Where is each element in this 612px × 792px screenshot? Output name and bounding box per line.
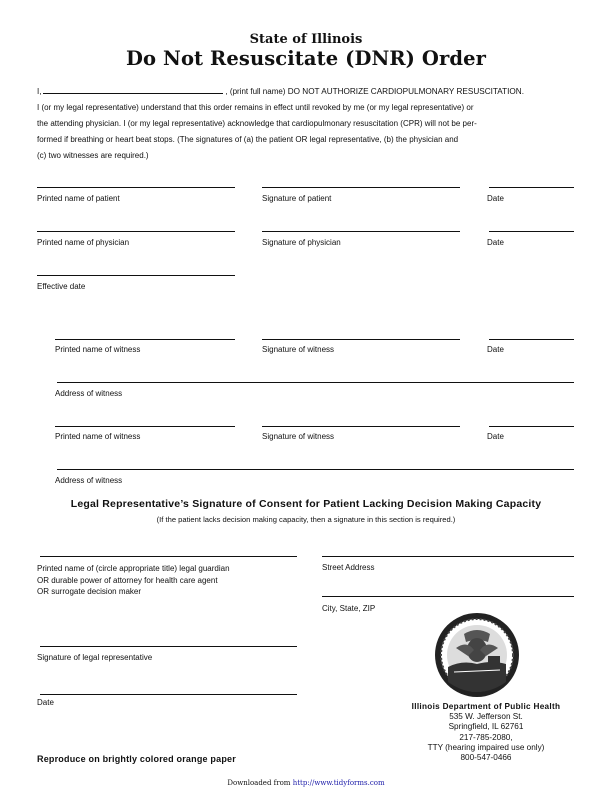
witness1-name-field[interactable]	[55, 339, 235, 340]
city-state-zip-field[interactable]	[322, 596, 574, 597]
physician-signature-label: Signature of physician	[262, 238, 341, 247]
department-address	[386, 702, 586, 763]
legal-rep-section-title: Legal Representative’s Signature of Consent for Patient Lacking Decision Making Capacity	[70, 498, 542, 510]
patient-full-name-field[interactable]	[43, 85, 223, 94]
patient-date-field[interactable]	[489, 187, 574, 188]
reproduce-note: Reproduce on brightly colored orange paper	[37, 754, 236, 764]
patient-name-label: Printed name of patient	[37, 194, 120, 203]
statement-prefix: I,	[37, 87, 42, 96]
legal-rep-signature-label: Signature of legal representative	[37, 653, 153, 662]
statement-line-4: formed if breathing or heart beat stops. (The signatures of (a) the patient OR legal representative, (b) the physician and	[37, 135, 459, 144]
witness2-address-field[interactable]	[57, 469, 574, 470]
department-street: 535 W. Jefferson St.	[449, 712, 523, 722]
witness1-address-label: Address of witness	[55, 389, 123, 398]
legal-rep-name-field[interactable]	[40, 556, 297, 557]
street-address-label: Street Address	[322, 563, 375, 572]
footer-link[interactable]: http://www.tidyforms.com	[292, 779, 385, 787]
witness2-address-label: Address of witness	[55, 476, 123, 485]
department-tty-phone: 800-547-0466	[460, 753, 512, 763]
witness2-date-label: Date	[487, 432, 504, 441]
page-title: Do Not Resuscitate (DNR) Order	[126, 47, 486, 70]
witness2-name-label: Printed name of witness	[55, 432, 141, 441]
statement-line-1	[37, 84, 577, 101]
illinois-state-seal-icon	[434, 612, 520, 698]
patient-signature-label: Signature of patient	[262, 194, 332, 203]
legal-rep-name-label-line-3: OR surrogate decision maker	[37, 587, 142, 596]
legal-rep-signature-field[interactable]	[40, 646, 297, 647]
witness1-date-field[interactable]	[489, 339, 574, 340]
witness2-signature-label: Signature of witness	[262, 432, 335, 441]
witness2-name-field[interactable]	[55, 426, 235, 427]
statement-print-name-note: , (print full name)	[225, 87, 286, 96]
effective-date-label: Effective date	[37, 282, 86, 291]
physician-date-label: Date	[487, 238, 504, 247]
legal-rep-name-label	[37, 563, 230, 598]
witness2-signature-field[interactable]	[262, 426, 460, 427]
department-city: Springfield, IL 62761	[448, 722, 524, 732]
physician-date-field[interactable]	[489, 231, 574, 232]
statement-line-3: the attending physician. I (or my legal representative) acknowledge that cardiopulmonary resuscitation (CPR) will not be per-	[37, 119, 477, 128]
city-state-zip-label: City, State, ZIP	[322, 604, 376, 613]
department-tty-label: TTY (hearing impaired use only)	[427, 742, 545, 752]
statement-line-5: (c) two witnesses are required.)	[37, 151, 149, 160]
legal-rep-name-label-line-1: Printed name of (circle appropriate title) legal guardian	[37, 564, 230, 573]
statement-line-2: I (or my legal representative) understand that this order remains in effect until revoked by me (or my legal representative) or	[37, 103, 474, 112]
legal-rep-name-label-line-2: OR durable power of attorney for health care agent	[37, 575, 218, 585]
patient-name-field[interactable]	[37, 187, 235, 188]
footer-prefix: Downloaded from	[227, 779, 291, 787]
department-name: Illinois Department of Public Health	[411, 702, 561, 711]
physician-name-field[interactable]	[37, 231, 235, 232]
legal-rep-section-subtitle: (If the patient lacks decision making capacity, then a signature in this section is required.)	[156, 515, 456, 524]
department-phone: 217-785-2080,	[459, 732, 513, 742]
witness1-signature-field[interactable]	[262, 339, 460, 340]
witness2-date-field[interactable]	[489, 426, 574, 427]
patient-date-label: Date	[487, 194, 504, 203]
legal-rep-date-field[interactable]	[40, 694, 297, 695]
physician-signature-field[interactable]	[262, 231, 460, 232]
witness1-signature-label: Signature of witness	[262, 345, 335, 354]
patient-signature-field[interactable]	[262, 187, 460, 188]
download-footer	[0, 779, 612, 787]
witness1-date-label: Date	[487, 345, 504, 354]
physician-name-label: Printed name of physician	[37, 238, 130, 247]
effective-date-field[interactable]	[37, 275, 235, 276]
street-address-field[interactable]	[322, 556, 574, 557]
legal-rep-date-label: Date	[37, 698, 54, 707]
state-heading: State of Illinois	[249, 32, 363, 47]
witness1-name-label: Printed name of witness	[55, 345, 141, 354]
witness1-address-field[interactable]	[57, 382, 574, 383]
statement-authorization: DO NOT AUTHORIZE CARDIOPULMONARY RESUSCITATION.	[287, 87, 524, 96]
